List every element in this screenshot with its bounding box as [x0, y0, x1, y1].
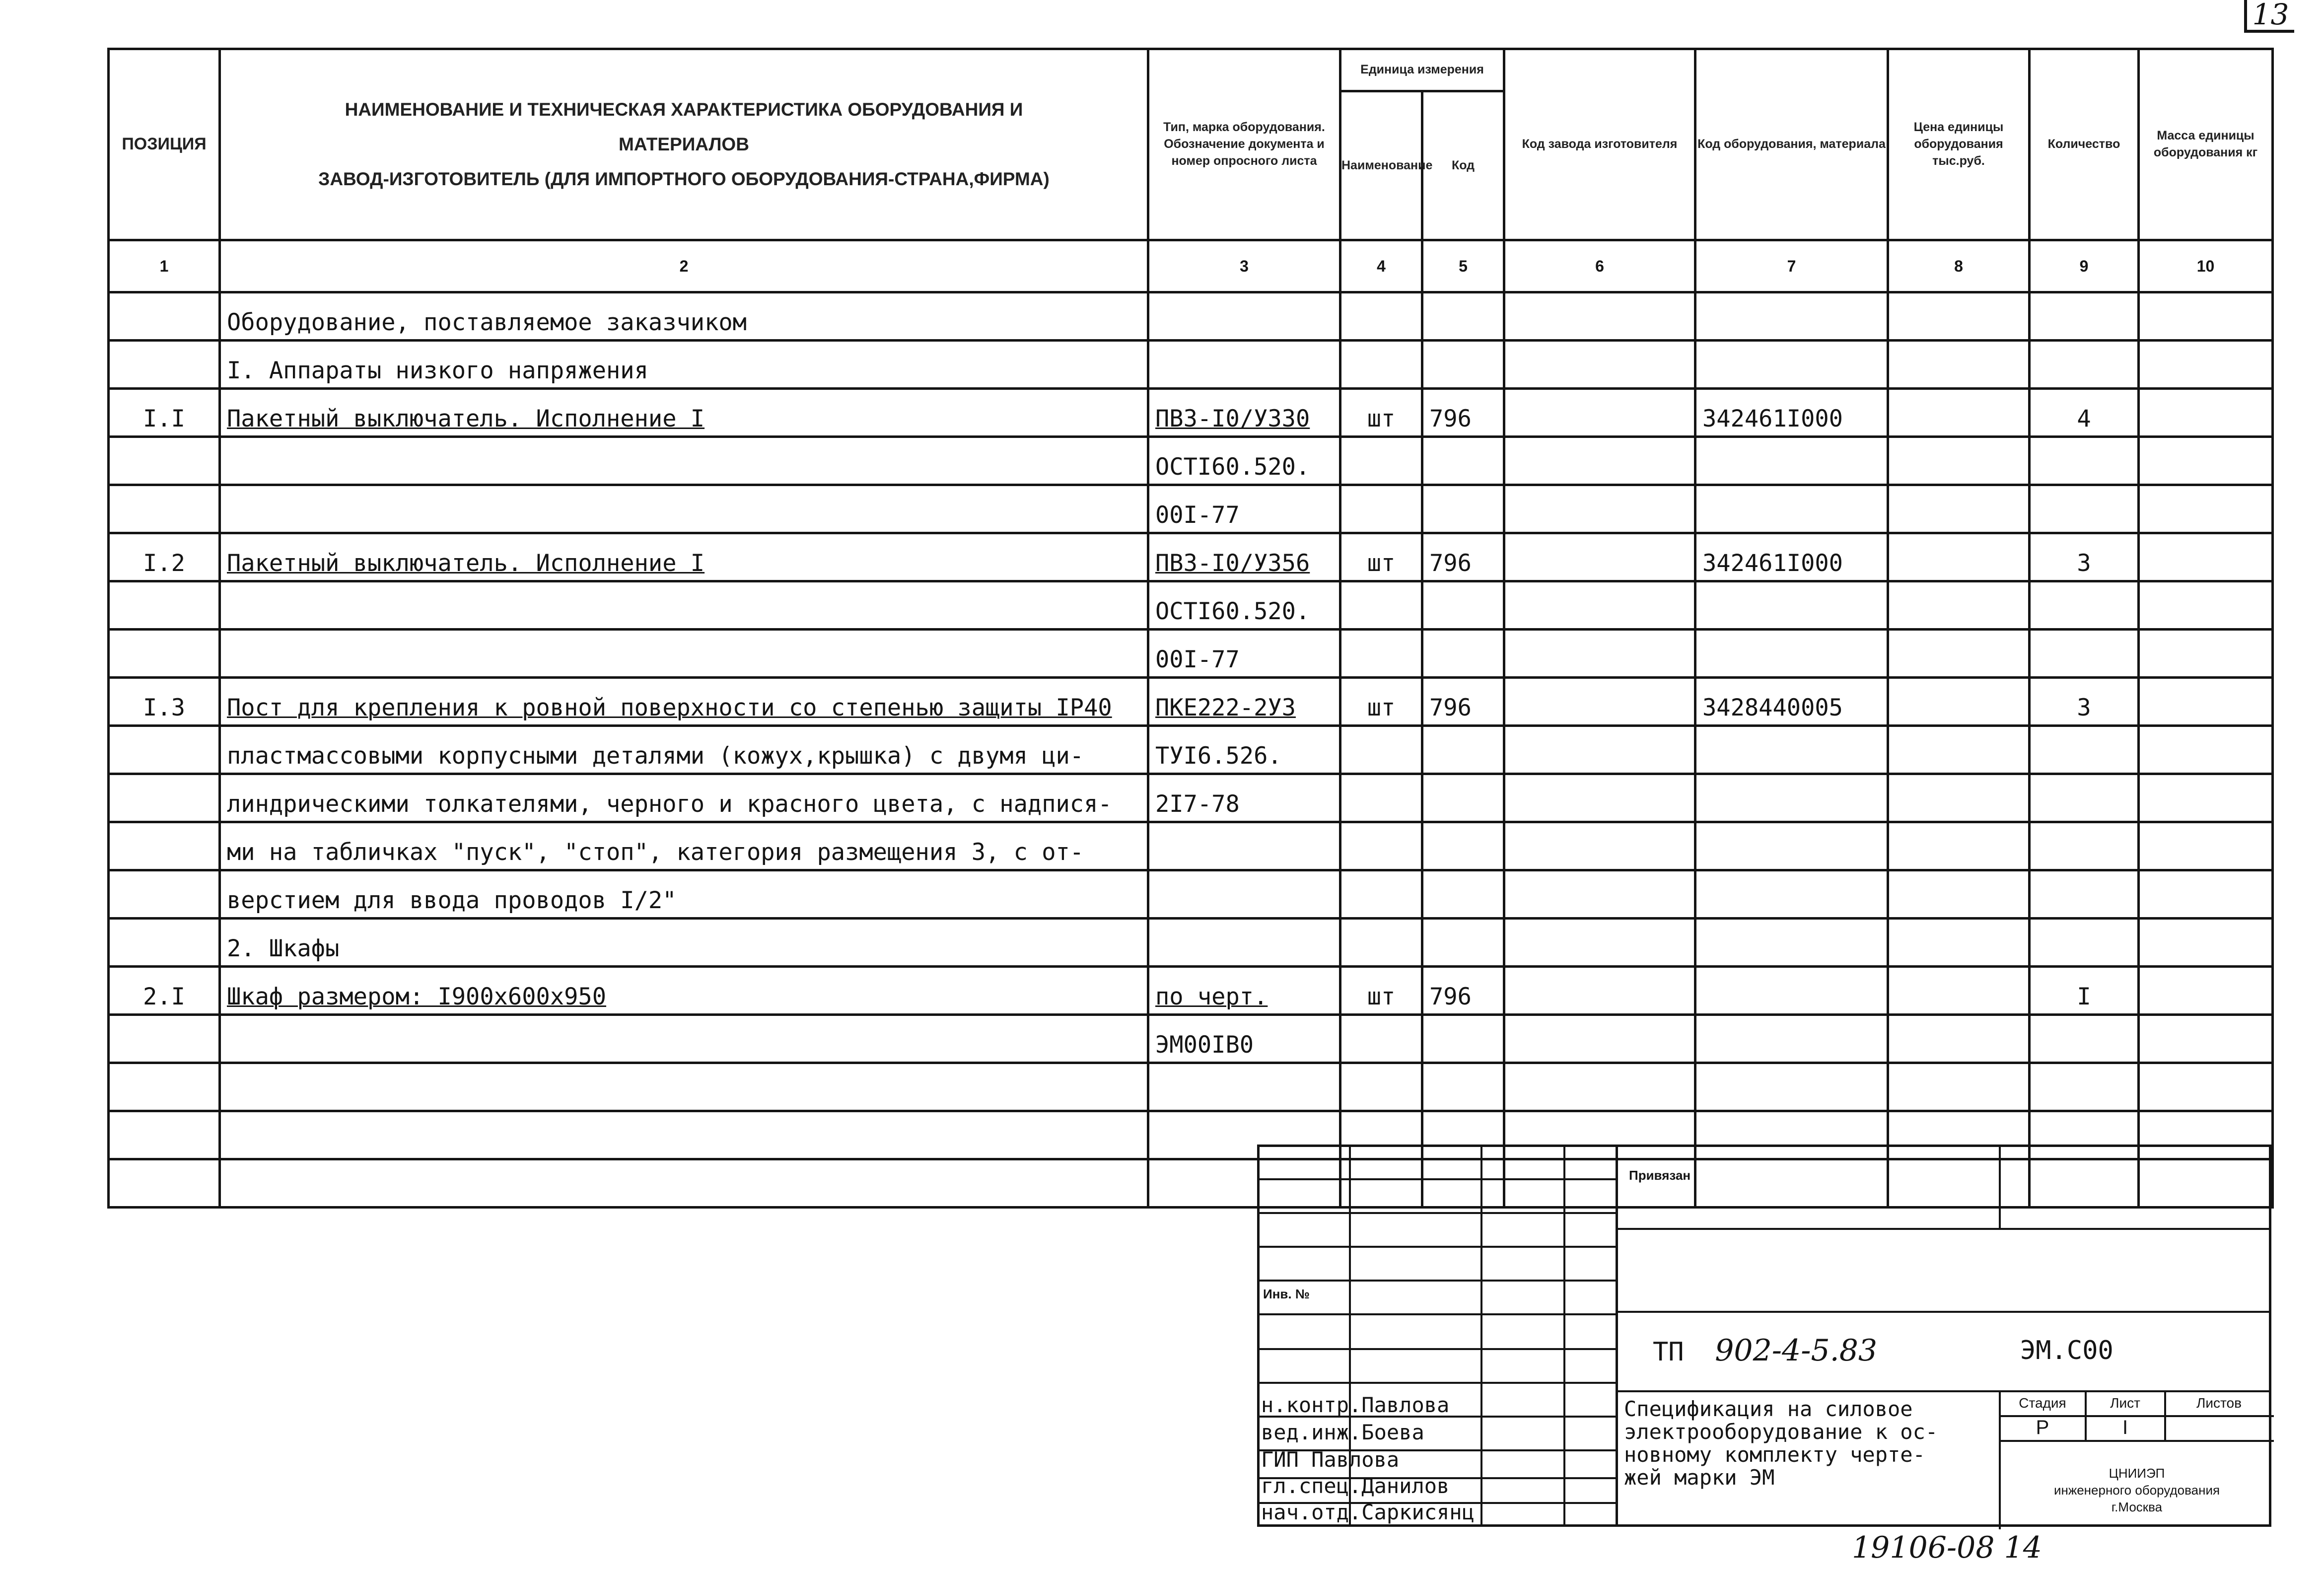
cell-type: ОСТI60.520. [1148, 437, 1340, 485]
cell-type: 2I7-78 [1148, 774, 1340, 822]
signature-row: гл.спец.Данилов [1261, 1474, 1450, 1498]
cell-empty [1888, 581, 2030, 630]
cell-empty [2139, 485, 2273, 533]
cell-qty [2030, 581, 2139, 630]
cell-qty [2030, 485, 2139, 533]
document-code: ТП 902-4-5.83 [1653, 1333, 1878, 1368]
cell-code [1422, 1063, 1504, 1111]
cell-empty [2139, 581, 2273, 630]
sheet-value: I [2122, 1417, 2128, 1438]
cell-equip [1695, 292, 1888, 341]
cell-pos [109, 1159, 220, 1208]
inventory-label: Инв. № [1263, 1287, 1310, 1301]
cell-equip [1695, 581, 1888, 630]
table-row [109, 292, 2273, 341]
header-unit-code: Код [1422, 91, 1504, 240]
cell-unit: шт [1340, 967, 1422, 1015]
signature-row: нач.отд.Саркисянц [1261, 1500, 1475, 1524]
cell-unit [1340, 292, 1422, 341]
table-row [109, 822, 2273, 870]
cell-type: ЭМ00IВ0 [1148, 1015, 1340, 1063]
table-row [109, 437, 2273, 485]
cell-qty: 3 [2030, 678, 2139, 726]
table-row [109, 341, 2273, 389]
cell-equip [1695, 1015, 1888, 1063]
cell-equip [1695, 726, 1888, 774]
signature-row: н.контр.Павлова [1261, 1393, 1450, 1417]
cell-empty [1888, 774, 2030, 822]
cell-empty [1504, 822, 1695, 870]
cell-empty [2139, 389, 2273, 437]
cell-equip: 342461I000 [1695, 533, 1888, 581]
cell-empty [1888, 919, 2030, 967]
cell-code [1422, 630, 1504, 678]
cell-code [1422, 726, 1504, 774]
cell-empty [1504, 437, 1695, 485]
table-row [109, 774, 2273, 822]
table-row [109, 485, 2273, 533]
cell-type [1148, 1063, 1340, 1111]
title-block [1616, 1144, 2271, 1527]
cell-code: 796 [1422, 967, 1504, 1015]
cell-unit [1340, 630, 1422, 678]
cell-name: Шкаф размером: I900х600х950 [220, 967, 1148, 1015]
cell-unit [1340, 822, 1422, 870]
cell-name [220, 1111, 1148, 1159]
cell-qty [2030, 437, 2139, 485]
cell-equip [1695, 437, 1888, 485]
cell-empty [1888, 485, 2030, 533]
cell-empty [1504, 533, 1695, 581]
cell-empty [2139, 967, 2273, 1015]
cell-equip [1695, 630, 1888, 678]
cell-equip [1695, 774, 1888, 822]
cell-pos [109, 774, 220, 822]
cell-pos [109, 870, 220, 919]
cell-empty [1888, 630, 2030, 678]
cell-equip [1695, 919, 1888, 967]
table-row [109, 967, 2273, 1015]
stage-label: Стадия [2019, 1395, 2066, 1411]
cell-name: линдрическими толкателями, черного и красного цвета, с надпися- [220, 774, 1148, 822]
cell-empty [1504, 870, 1695, 919]
cell-empty [1888, 870, 2030, 919]
signature-row: ГИП Павлова [1261, 1447, 1400, 1472]
cell-name [220, 437, 1148, 485]
cell-type: ПВЗ-I0/У330 [1148, 389, 1340, 437]
cell-pos [109, 1111, 220, 1159]
cell-code [1422, 822, 1504, 870]
cell-type: 00I-77 [1148, 485, 1340, 533]
cell-equip: 342461I000 [1695, 389, 1888, 437]
cell-empty [1504, 678, 1695, 726]
cell-type: ОСТI60.520. [1148, 581, 1340, 630]
cell-unit [1340, 1063, 1422, 1111]
column-number: 6 [1504, 240, 1695, 292]
cell-empty [1504, 630, 1695, 678]
cell-type [1148, 870, 1340, 919]
cell-code [1422, 341, 1504, 389]
cell-empty [1504, 1063, 1695, 1111]
cell-name: пластмассовыми корпусными деталями (кожух,крышка) с двумя ци- [220, 726, 1148, 774]
cell-empty [1504, 1015, 1695, 1063]
cell-qty: I [2030, 967, 2139, 1015]
table-row [109, 919, 2273, 967]
cell-qty [2030, 1015, 2139, 1063]
cell-unit [1340, 581, 1422, 630]
cell-equip [1695, 822, 1888, 870]
cell-pos [109, 485, 220, 533]
cell-type: по черт. [1148, 967, 1340, 1015]
header-type: Тип, марка оборудования. Обозначение документа и номер опросного листа [1148, 49, 1340, 240]
cell-qty [2030, 774, 2139, 822]
cell-pos [109, 1063, 220, 1111]
cell-name [220, 1063, 1148, 1111]
header-unit-group: Единица измерения [1340, 49, 1504, 91]
cell-empty [1888, 533, 2030, 581]
cell-pos: 2.I [109, 967, 220, 1015]
column-number: 4 [1340, 240, 1422, 292]
cell-type [1148, 341, 1340, 389]
cell-name: Пакетный выключатель. Исполнение I [220, 533, 1148, 581]
header-position: ПОЗИЦИЯ [109, 49, 220, 240]
cell-name: I. Аппараты низкого напряжения [220, 341, 1148, 389]
cell-equip [1695, 485, 1888, 533]
cell-type: ПВЗ-I0/У356 [1148, 533, 1340, 581]
cell-pos [109, 822, 220, 870]
cell-empty [2139, 437, 2273, 485]
cell-empty [1888, 1063, 2030, 1111]
table-row [109, 389, 2273, 437]
cell-equip: 3428440005 [1695, 678, 1888, 726]
cell-code [1422, 437, 1504, 485]
cell-empty [2139, 870, 2273, 919]
cell-pos: I.3 [109, 678, 220, 726]
cell-empty [2139, 1015, 2273, 1063]
cell-code [1422, 919, 1504, 967]
cell-unit: шт [1340, 389, 1422, 437]
cell-qty: 4 [2030, 389, 2139, 437]
cell-name [220, 581, 1148, 630]
cell-empty [1888, 726, 2030, 774]
table-row [109, 870, 2273, 919]
cell-equip [1695, 870, 1888, 919]
cell-pos [109, 630, 220, 678]
cell-code: 796 [1422, 533, 1504, 581]
cell-qty [2030, 341, 2139, 389]
cell-type: ТУI6.526. [1148, 726, 1340, 774]
cell-code: 796 [1422, 678, 1504, 726]
cell-empty [2139, 822, 2273, 870]
cell-empty [1504, 485, 1695, 533]
header-quantity: Количество [2030, 49, 2139, 240]
header-name: НАИМЕНОВАНИЕ И ТЕХНИЧЕСКАЯ ХАРАКТЕРИСТИКА ОБОРУДОВАНИЯ И МАТЕРИАЛОВ ЗАВОД-ИЗГОТОВИТЕЛЬ (ДЛЯ ИМПОРТНОГО ОБОРУДОВАНИЯ-СТРАНА,ФИРМА) [220, 49, 1148, 240]
cell-equip [1695, 341, 1888, 389]
header-price: Цена единицы оборудования тыс.руб. [1888, 49, 2030, 240]
cell-type: 00I-77 [1148, 630, 1340, 678]
cell-empty [1888, 292, 2030, 341]
cell-type [1148, 822, 1340, 870]
organization: ЦНИИЭП инженерного оборудования г.Москва [2053, 1466, 2220, 1514]
signature-row: вед.инж.Боева [1261, 1420, 1424, 1444]
column-number: 1 [109, 240, 220, 292]
cell-empty [1888, 437, 2030, 485]
column-number: 3 [1148, 240, 1340, 292]
cell-empty [1888, 341, 2030, 389]
cell-name: ми на табличках "пуск", "стоп", категория размещения 3, с от- [220, 822, 1148, 870]
cell-unit [1340, 437, 1422, 485]
column-number: 8 [1888, 240, 2030, 292]
cell-unit [1340, 1015, 1422, 1063]
cell-empty [2139, 774, 2273, 822]
cell-empty [2139, 678, 2273, 726]
cell-unit [1340, 341, 1422, 389]
cell-name: Пост для крепления к ровной поверхности со степенью защиты IP40 [220, 678, 1148, 726]
table-row [109, 630, 2273, 678]
cell-name: верстием для ввода проводов I/2" [220, 870, 1148, 919]
cell-pos [109, 581, 220, 630]
table-row [109, 726, 2273, 774]
table-row [109, 533, 2273, 581]
sheet-number: 13 [2244, 0, 2294, 33]
cell-code [1422, 292, 1504, 341]
cell-type: ПКЕ222-2У3 [1148, 678, 1340, 726]
cell-name: 2. Шкафы [220, 919, 1148, 967]
cell-pos [109, 292, 220, 341]
cell-code [1422, 1015, 1504, 1063]
cell-qty [2030, 870, 2139, 919]
cell-name [220, 1015, 1148, 1063]
document-title: Спецификация на силовое электрооборудование к ос- новному комплекту черте- жей марки ЭМ [1624, 1397, 1938, 1490]
cell-empty [1504, 919, 1695, 967]
cell-unit [1340, 919, 1422, 967]
sheets-label: Листов [2196, 1395, 2242, 1411]
cell-type [1148, 292, 1340, 341]
table-row [109, 1015, 2273, 1063]
cell-qty [2030, 292, 2139, 341]
cell-empty [1504, 341, 1695, 389]
header-plant-code: Код завода изготовителя [1504, 49, 1695, 240]
specification-table [107, 48, 2274, 1209]
cell-code [1422, 485, 1504, 533]
footer-number: 19106-08 14 [1852, 1530, 2042, 1565]
column-number: 5 [1422, 240, 1504, 292]
table-row [109, 581, 2273, 630]
cell-pos [109, 341, 220, 389]
cell-empty [1504, 726, 1695, 774]
header-mass: Масса единицы оборудования кг [2139, 49, 2273, 240]
cell-pos [109, 1015, 220, 1063]
cell-empty [2139, 341, 2273, 389]
cell-empty [1888, 967, 2030, 1015]
cell-unit: шт [1340, 678, 1422, 726]
cell-unit [1340, 485, 1422, 533]
cell-qty [2030, 919, 2139, 967]
cell-qty [2030, 1063, 2139, 1111]
cell-pos [109, 437, 220, 485]
cell-name [220, 630, 1148, 678]
cell-empty [1504, 389, 1695, 437]
cell-qty [2030, 822, 2139, 870]
cell-code [1422, 774, 1504, 822]
column-number-row [109, 240, 2273, 292]
header-unit-name: Наименование [1340, 91, 1422, 240]
cell-pos: I.2 [109, 533, 220, 581]
document-suffix: ЭМ.С00 [2020, 1336, 2113, 1365]
cell-empty [1888, 822, 2030, 870]
cell-pos: I.I [109, 389, 220, 437]
cell-empty [1888, 678, 2030, 726]
table-row [109, 1063, 2273, 1111]
signature-grid [1257, 1144, 1618, 1527]
cell-empty [2139, 533, 2273, 581]
cell-empty [2139, 292, 2273, 341]
cell-empty [1888, 1015, 2030, 1063]
cell-equip [1695, 1063, 1888, 1111]
table-row [109, 678, 2273, 726]
header-equipment-code: Код оборудования, материала [1695, 49, 1888, 240]
cell-empty [2139, 1063, 2273, 1111]
cell-pos [109, 726, 220, 774]
cell-empty [1504, 967, 1695, 1015]
column-number: 10 [2139, 240, 2273, 292]
cell-qty [2030, 630, 2139, 678]
cell-unit [1340, 870, 1422, 919]
cell-code [1422, 870, 1504, 919]
cell-empty [1504, 774, 1695, 822]
binding-label: Привязан [1629, 1168, 1691, 1183]
cell-name: Оборудование, поставляемое заказчиком [220, 292, 1148, 341]
column-number: 7 [1695, 240, 1888, 292]
cell-name [220, 485, 1148, 533]
cell-name: Пакетный выключатель. Исполнение I [220, 389, 1148, 437]
cell-unit: шт [1340, 533, 1422, 581]
column-number: 9 [2030, 240, 2139, 292]
cell-empty [1888, 389, 2030, 437]
sheet-label: Лист [2110, 1395, 2140, 1411]
cell-qty: 3 [2030, 533, 2139, 581]
cell-code [1422, 581, 1504, 630]
column-number: 2 [220, 240, 1148, 292]
cell-empty [1504, 292, 1695, 341]
cell-equip [1695, 967, 1888, 1015]
cell-name [220, 1159, 1148, 1208]
cell-empty [1504, 581, 1695, 630]
stage-value: Р [2036, 1417, 2049, 1438]
cell-unit [1340, 726, 1422, 774]
cell-empty [2139, 919, 2273, 967]
cell-empty [2139, 726, 2273, 774]
cell-empty [2139, 630, 2273, 678]
cell-qty [2030, 726, 2139, 774]
cell-code: 796 [1422, 389, 1504, 437]
cell-unit [1340, 774, 1422, 822]
cell-type [1148, 919, 1340, 967]
cell-pos [109, 919, 220, 967]
